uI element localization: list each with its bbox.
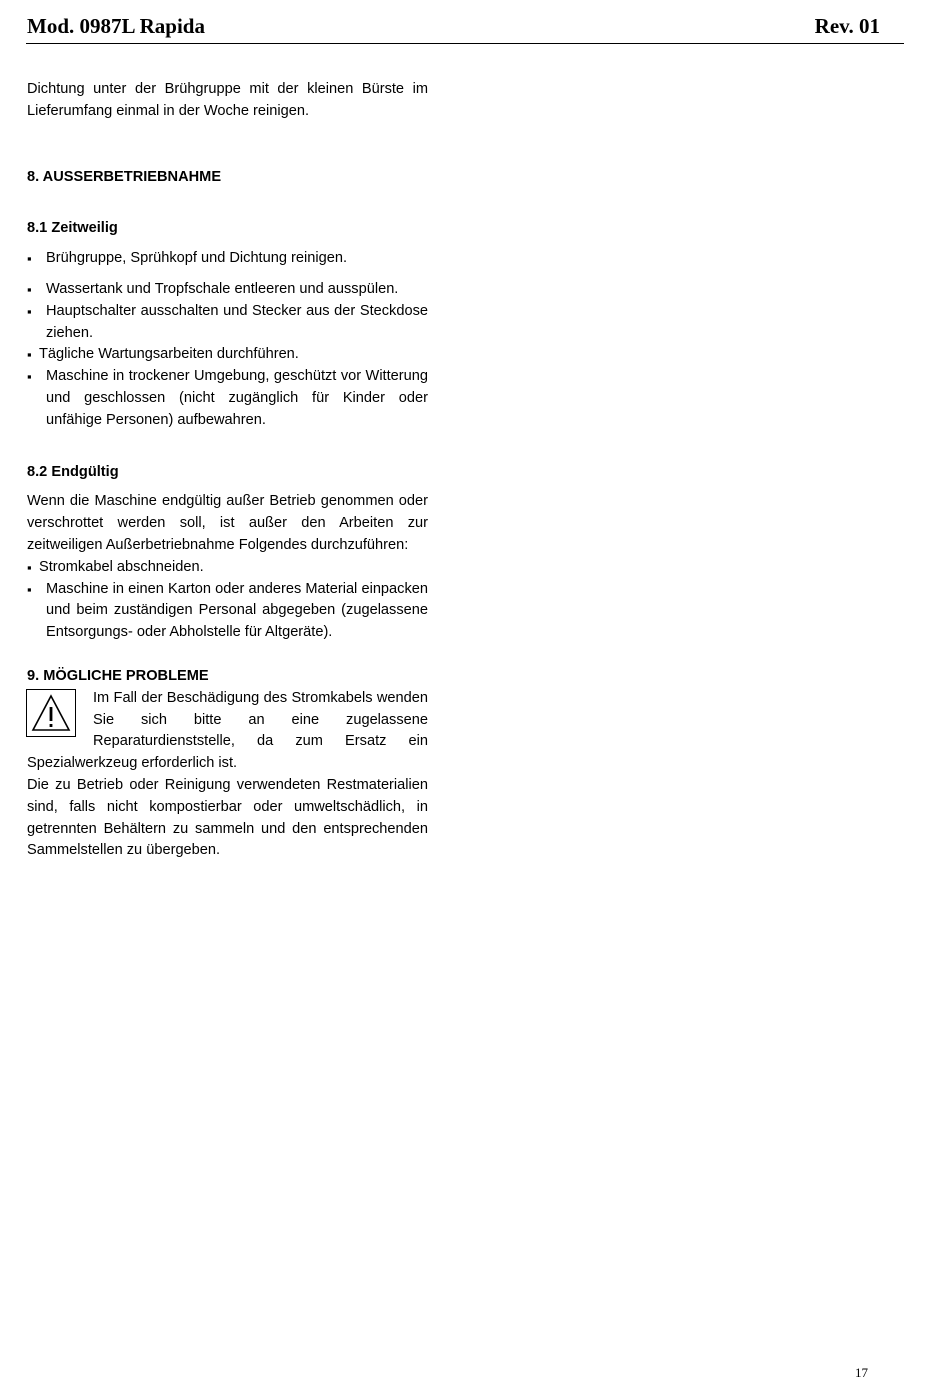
section-8-2-paragraph: Wenn die Maschine endgültig außer Betrieb genommen oder verschrottet werden soll, ist außer den Arbeiten zur zeitweiligen Außerbetriebnahme Folgendes durchzuführen: — [27, 493, 428, 553]
warning-block — [27, 688, 428, 775]
list-item: ▪ Hauptschalter ausschalten und Stecker aus der Steckdose ziehen. — [27, 301, 428, 345]
warning-text: Im Fall der Beschädigung des Stromkabels wenden Sie sich bitte an eine zugelassene Reparaturdienststelle, da zum Ersatz ein Spezialwerkzeug erforderlich ist. — [27, 689, 428, 772]
content-column — [27, 79, 428, 862]
model-title: Mod. 0987L Rapida — [27, 14, 205, 38]
warning-triangle-icon — [26, 689, 76, 737]
list-item: ▪ Maschine in trockener Umgebung, geschützt vor Witterung und geschlossen (nicht zugänglich für Kinder oder unfähige Personen) aufbewahren. — [27, 366, 428, 431]
list-item: ▪ Maschine in einen Karton oder anderes Material einpacken und beim zuständigen Personal abgegeben (zugelassene Entsorgungs- oder Abholstelle für Altgeräte). — [27, 579, 428, 644]
section-8-2-list — [27, 557, 428, 644]
section-8-heading: 8. AUSSERBETRIEBNAHME — [27, 168, 222, 185]
section-9-paragraph: Die zu Betrieb oder Reinigung verwendeten Restmaterialien sind, falls nicht kompostierbar oder umweltschädlich, in getrennten Behältern zu sammeln und den entsprechenden Sammelstellen zu übergeben. — [27, 776, 428, 859]
list-item: ▪ Tägliche Wartungsarbeiten durchführen. — [27, 344, 428, 366]
section-8-2-heading: 8.2 Endgültig — [27, 463, 119, 480]
list-item: ▪ Brühgruppe, Sprühkopf und Dichtung reinigen. — [27, 248, 428, 270]
page-header — [26, 14, 904, 44]
intro-paragraph: Dichtung unter der Brühgruppe mit der kleinen Bürste im Lieferumfang einmal in der Woche reinigen. — [27, 81, 428, 119]
list-item: ▪ Wassertank und Tropfschale entleeren und ausspülen. — [27, 279, 428, 301]
section-8-1-heading: 8.1 Zeitweilig — [27, 220, 118, 237]
revision-label: Rev. 01 — [814, 14, 880, 38]
section-9-heading: 9. MÖGLICHE PROBLEME — [27, 667, 209, 684]
list-item: ▪ Stromkabel abschneiden. — [27, 557, 428, 579]
page-number: 17 — [855, 1365, 868, 1380]
section-8-1-list — [27, 248, 428, 431]
